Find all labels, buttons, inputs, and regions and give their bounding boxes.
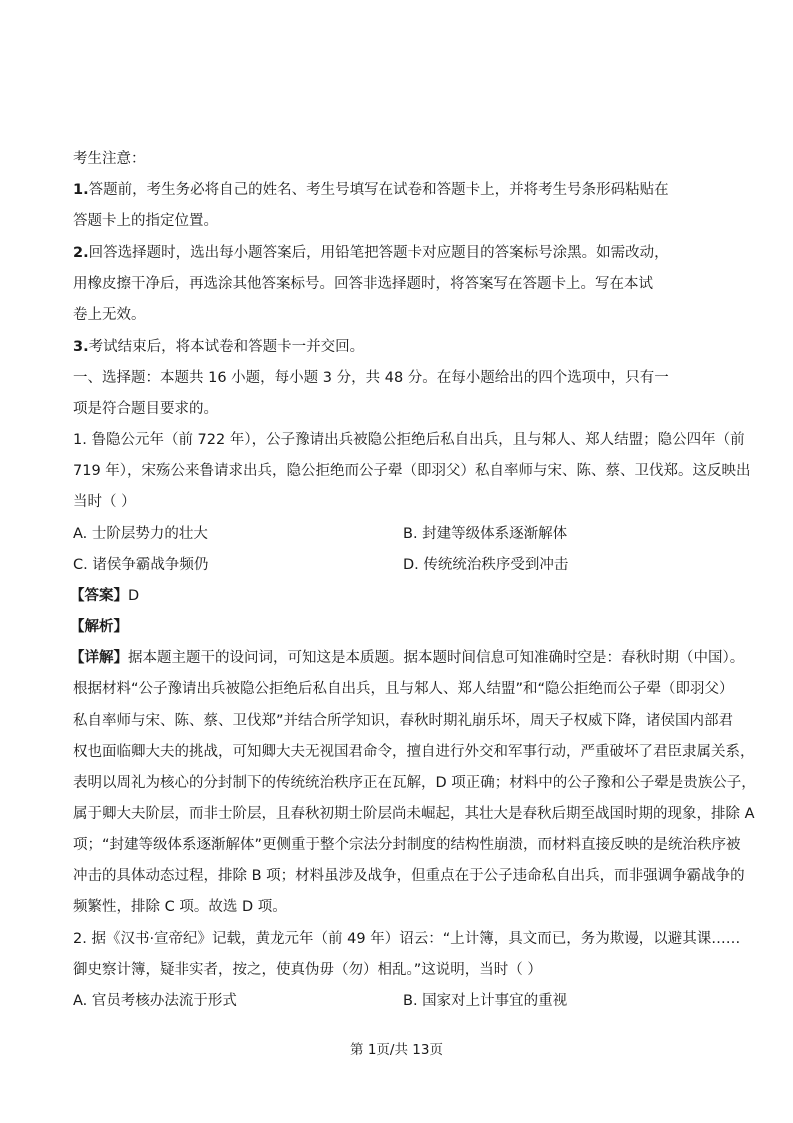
q2-option-a: A. 官员考核办法流于形式 bbox=[73, 993, 237, 1009]
q1-detail-line: 属于卿大夫阶层，而非士阶层，且春秋初期士阶层尚未崛起，其壮大是春秋后期至战国时期的现象，排除 A bbox=[73, 806, 755, 822]
q1-option-d: D. 传统统治秩序受到冲击 bbox=[403, 557, 569, 573]
q1-option-b: B. 封建等级体系逐渐解体 bbox=[403, 526, 568, 542]
q1-detail: 【详解】据本题主题干的设问词，可知这是本质题。据本题时间信息可知准确时空是：春秋时期（中国）。 bbox=[70, 650, 745, 666]
q1-stem: 719 年），宋殇公来鲁请求出兵，隐公拒绝而公子翚（即羽父）私自率师与宋、陈、蔡、卫伐郑。这反映出 bbox=[73, 463, 751, 479]
section-heading-cont: 项是符合题目要求的。 bbox=[73, 401, 218, 417]
q1-answer: 【答案】D bbox=[70, 588, 140, 604]
q1-detail-line: 权也面临卿大夫的挑战，可知卿大夫无视国君命令，擅自进行外交和军事行动，严重破坏了君臣隶属关系， bbox=[73, 744, 755, 760]
q1-analysis-tag: 【解析】 bbox=[70, 619, 128, 635]
notice-item-1: 1.答题前，考生务必将自己的姓名、考生号填写在试卷和答题卡上，并将考生号条形码粘贴在 bbox=[73, 182, 669, 198]
notice-item-3: 3.考试结束后，将本试卷和答题卡一并交回。 bbox=[73, 339, 365, 355]
q1-detail-line: 项；“封建等级体系逐渐解体”更侧重于整个宗法分封制度的结构性崩溃，而材料直接反映的是统治秩序被 bbox=[73, 837, 741, 853]
notice-item-2-cont: 用橡皮擦干净后，再选涂其他答案标号。回答非选择题时，将答案写在答题卡上。写在本试 bbox=[73, 276, 653, 292]
q2-stem: 御史察计簿，疑非实者，按之，使真伪毋（勿）相乱。”这说明，当时（ ） bbox=[73, 962, 542, 978]
page-footer: 第 1页/共 13页 bbox=[350, 1042, 443, 1058]
q2-option-b: B. 国家对上计事宜的重视 bbox=[403, 993, 568, 1009]
q1-detail-line: 表明以周礼为核心的分封制下的传统统治秩序正在瓦解，D 项正确；材料中的公子豫和公子翚是贵族公子， bbox=[73, 775, 756, 791]
notice-title: 考生注意： bbox=[73, 151, 146, 167]
notice-item-2: 2.回答选择题时，选出每小题答案后，用铅笔把答题卡对应题目的答案标号涂黑。如需改动， bbox=[73, 245, 669, 261]
notice-item-2-cont: 卷上无效。 bbox=[73, 307, 146, 323]
q1-detail-line: 冲击的具体动态过程，排除 B 项；材料虽涉及战争，但重点在于公子违命私自出兵，而非强调争霸战争的 bbox=[73, 868, 745, 884]
notice-item-1-cont: 答题卡上的指定位置。 bbox=[73, 213, 218, 229]
q1-stem: 1. 鲁隐公元年（前 722 年），公子豫请出兵被隐公拒绝后私自出兵，且与邾人、郑人结盟；隐公四年（前 bbox=[73, 432, 745, 448]
section-heading: 一、选择题：本题共 16 小题，每小题 3 分，共 48 分。在每小题给出的四个选项中，只有一 bbox=[73, 370, 669, 386]
q1-detail-line: 根据材料“公子豫请出兵被隐公拒绝后私自出兵，且与邾人、郑人结盟”和“隐公拒绝而公子翚（即羽父） bbox=[73, 681, 734, 697]
q1-detail-line: 频繁性，排除 C 项。故选 D 项。 bbox=[73, 899, 287, 915]
q1-stem: 当时（ ） bbox=[73, 494, 136, 510]
q1-option-c: C. 诸侯争霸战争频仍 bbox=[73, 557, 209, 573]
q1-option-a: A. 士阶层势力的壮大 bbox=[73, 526, 208, 542]
q2-stem: 2. 据《汉书·宣帝纪》记载，黄龙元年（前 49 年）诏云：“上计簿，具文而已，务为欺谩，以避其课…… bbox=[73, 931, 741, 947]
q1-detail-line: 私自率师与宋、陈、蔡、卫伐郑”并结合所学知识，春秋时期礼崩乐坏，周天子权威下降，诸侯国内部君 bbox=[73, 713, 734, 729]
